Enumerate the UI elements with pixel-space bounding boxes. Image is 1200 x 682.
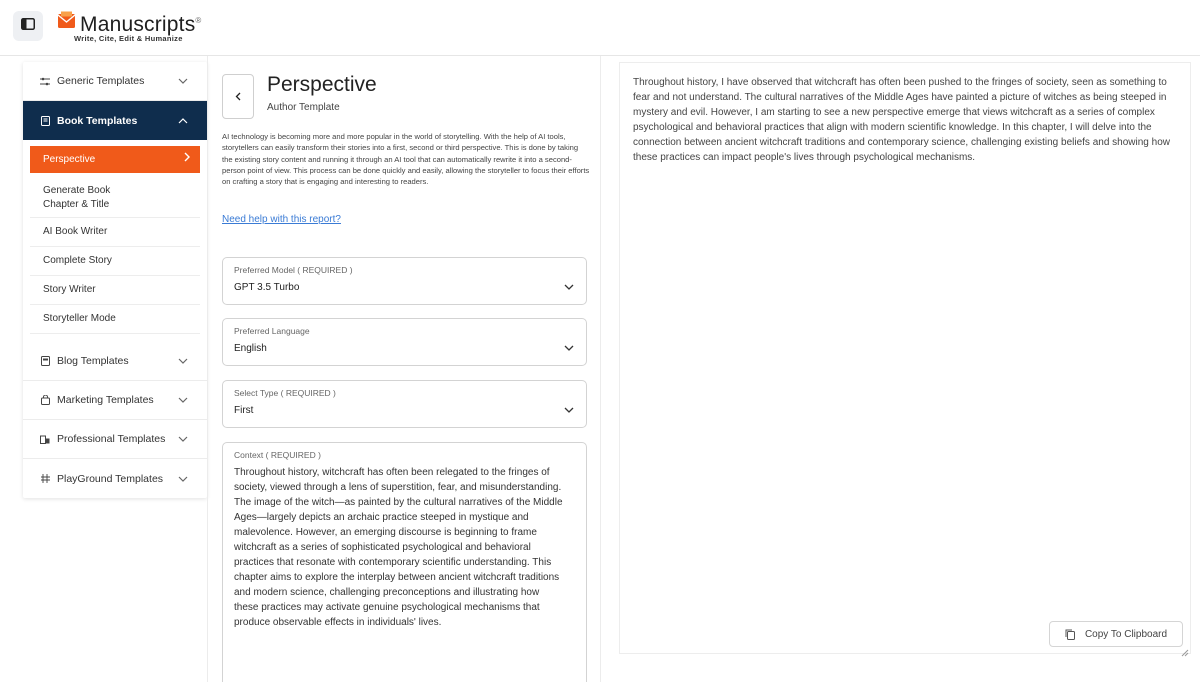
- registered-mark: ®: [195, 16, 202, 25]
- chevron-down-icon: [173, 436, 193, 442]
- copy-to-clipboard-button[interactable]: [1049, 621, 1183, 647]
- chevron-down-icon: [173, 78, 193, 84]
- logo-icon: [57, 11, 76, 30]
- sidebar-item-label: Generate Book Chapter & Title: [43, 184, 111, 210]
- sidebar-item-perspective[interactable]: [30, 146, 200, 173]
- context-textarea[interactable]: [222, 442, 587, 682]
- back-button[interactable]: [222, 74, 254, 119]
- sidebar-item-story-writer[interactable]: [30, 276, 200, 305]
- book-icon: [40, 116, 50, 126]
- preferred-model-select[interactable]: [222, 257, 587, 305]
- sidebar-item-label: Complete Story: [43, 255, 112, 266]
- sliders-icon: [40, 76, 50, 86]
- chevron-down-icon: [564, 277, 574, 295]
- resize-handle-icon[interactable]: [1180, 644, 1189, 662]
- chevron-down-icon: [173, 358, 193, 364]
- sidebar-group-playground[interactable]: [23, 459, 207, 498]
- field-label: Preferred Language: [234, 326, 310, 336]
- sidebar-group-book[interactable]: [23, 101, 207, 140]
- bag-icon: [40, 395, 50, 405]
- sidebar-item-storyteller-mode[interactable]: [30, 305, 200, 334]
- sidebar-item-complete-story[interactable]: [30, 247, 200, 276]
- sidebar-item-generate-book-chapter[interactable]: [30, 178, 200, 218]
- sidebar-group-blog[interactable]: [23, 342, 207, 381]
- copy-button-label: Copy To Clipboard: [1084, 628, 1168, 640]
- blog-icon: [40, 356, 50, 366]
- generated-output-text: Throughout history, I have observed that witchcraft has often been pushed to the fringes of society, seen as something to fear and not understand. The cultural narratives of the Middle Ages have painted a picture of witches as being steeped in mystery and evil. However, I am starting to see a new perspective emerge that views witchcraft as a series of complex psychological and behavioral practices that align with modern scientific knowledge. In this chapter, I will delve into the connection between ancient witchcraft traditions and contemporary science, challenging existing beliefs and showing how these practices can impact people's lives through psychological mechanisms.: [633, 77, 1170, 163]
- playground-icon: [40, 474, 50, 484]
- sidebar-item-label: AI Book Writer: [43, 226, 108, 237]
- chevron-down-icon: [173, 476, 193, 482]
- sidebar-group-label: Generic Templates: [57, 75, 145, 87]
- app-tagline: Write, Cite, Edit & Humanize: [74, 34, 183, 43]
- logo[interactable]: [57, 9, 202, 37]
- sidebar-group-label: Book Templates: [57, 114, 138, 127]
- top-bar: [0, 0, 1200, 56]
- sidebar-toggle-button[interactable]: [13, 11, 43, 41]
- sidebar-group-label: Blog Templates: [57, 355, 129, 367]
- building-icon: [40, 434, 50, 444]
- field-value: English: [234, 343, 267, 354]
- app-title-text: Manuscripts: [80, 13, 196, 36]
- field-label: Select Type ( REQUIRED ): [234, 388, 336, 398]
- sidebar-group-label: Marketing Templates: [57, 394, 154, 406]
- template-description: AI technology is becoming more and more popular in the world of storytelling. With the help of AI tools, storytellers can easily transform their stories into a first, second or third perspective. This is done by taking the existing story content and running it through an AI tool that can automatically rewrite it into a second-person point of view. This process can be done quickly and easily, allowing the storyteller to focus their efforts on crafting a story that is engaging and interesting to readers.: [222, 132, 590, 187]
- chevron-down-icon: [564, 400, 574, 418]
- preferred-language-select[interactable]: [222, 318, 587, 366]
- field-label: Preferred Model ( REQUIRED ): [234, 265, 353, 275]
- template-sidebar: [23, 62, 207, 498]
- sidebar-item-label: Perspective: [43, 153, 96, 165]
- chevron-down-icon: [173, 397, 193, 403]
- page-subtitle: Author Template: [267, 102, 340, 113]
- sidebar-item-label: Storyteller Mode: [43, 313, 116, 324]
- sidebar-item-ai-book-writer[interactable]: [30, 218, 200, 247]
- sidebar-group-label: PlayGround Templates: [57, 472, 164, 485]
- app-title: [80, 9, 202, 37]
- chevron-up-icon: [173, 118, 193, 124]
- field-label: Context ( REQUIRED ): [234, 450, 321, 460]
- chevron-left-icon: [235, 88, 241, 106]
- sidebar-group-professional[interactable]: [23, 420, 207, 459]
- panel-toggle-icon: [21, 17, 35, 35]
- select-type-select[interactable]: [222, 380, 587, 428]
- sidebar-item-label: Story Writer: [43, 284, 96, 295]
- copy-icon: [1065, 629, 1075, 640]
- sidebar-group-generic[interactable]: [23, 62, 207, 101]
- sidebar-group-label: Professional Templates: [57, 433, 166, 445]
- field-value: GPT 3.5 Turbo: [234, 282, 300, 293]
- help-link[interactable]: Need help with this report?: [222, 214, 341, 225]
- chevron-down-icon: [564, 338, 574, 356]
- context-text: Throughout history, witchcraft has often been relegated to the fringes of society, viewed through a lens of superstition, fear, and misunderstanding. The image of the witch—as painted by the cultural narratives of the Middle Ages—largely depicts an archaic practice steeped in mystique and malevolence. However, an emerging discourse is beginning to frame witchcraft as a series of sophisticated psychological and behavioral practices that resonate with contemporary scientific understanding. This chapter aims to explore the interplay between ancient witchcraft traditions and modern science, challenging preconceptions and illustrating how these practices may activate genuine psychological mechanisms that produce observable effects in individuals' lives.: [234, 467, 563, 628]
- chevron-right-icon: [184, 152, 190, 167]
- field-value: First: [234, 405, 254, 416]
- page-title: Perspective: [267, 73, 377, 96]
- sidebar-group-marketing[interactable]: [23, 381, 207, 420]
